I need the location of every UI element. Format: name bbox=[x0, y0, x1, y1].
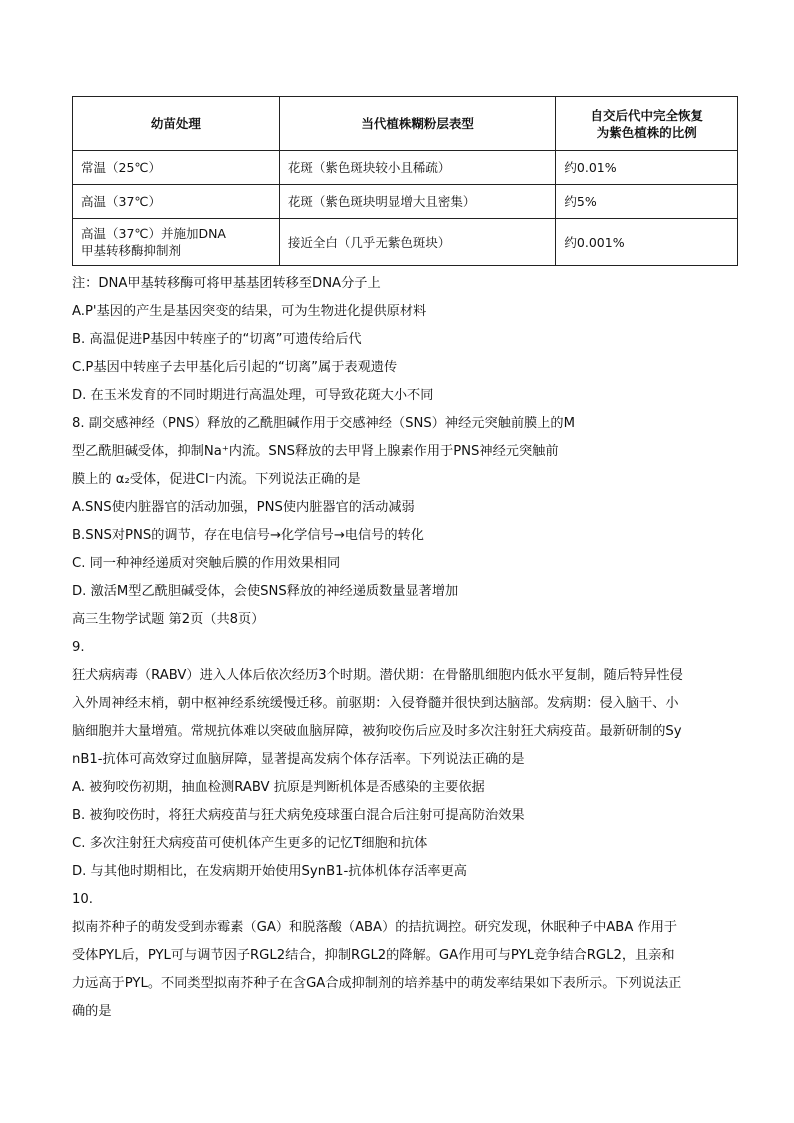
table-cell: 约5% bbox=[556, 185, 738, 219]
option-line: B. 高温促进P基因中转座子的“切离”可遗传给后代 bbox=[72, 332, 362, 347]
table-cell: 约0.001% bbox=[556, 219, 738, 266]
table-cell: 花斑（紫色斑块较小且稀疏） bbox=[279, 151, 556, 185]
question-stem-line: 膜上的 α₂受体，促进Cl⁻内流。下列说法正确的是 bbox=[72, 472, 361, 487]
option-line: A.P'基因的产生是基因突变的结果，可为生物进化提供原材料 bbox=[72, 304, 427, 319]
question-stem-line: 型乙酰胆碱受体，抑制Na⁺内流。SNS释放的去甲肾上腺素作用于PNS神经元突触前 bbox=[72, 444, 559, 459]
table-cell: 高温（37℃）并施加DNA 甲基转移酶抑制剂 bbox=[73, 219, 280, 266]
table-cell: 常温（25℃） bbox=[73, 151, 280, 185]
table-row bbox=[73, 185, 738, 219]
question-text bbox=[72, 270, 738, 1026]
option-line: B. 被狗咬伤时，将狂犬病疫苗与狂犬病免疫球蛋白混合后注射可提高防治效果 bbox=[72, 808, 525, 823]
question-stem-line: 脑细胞并大量增殖。常规抗体难以突破血脑屏障，被狗咬伤后应及时多次注射狂犬病疫苗。最新研制的Sy bbox=[72, 724, 682, 739]
question-stem-line: 狂犬病病毒（RABV）进入人体后依次经历3个时期。潜伏期：在骨骼肌细胞内低水平复制，随后特异性侵 bbox=[72, 668, 683, 683]
table-cell: 接近全白（几乎无紫色斑块） bbox=[279, 219, 556, 266]
table-row bbox=[73, 219, 738, 266]
option-line: D. 在玉米发育的不同时期进行高温处理，可导致花斑大小不同 bbox=[72, 388, 434, 403]
table-header-cell: 幼苗处理 bbox=[73, 97, 280, 151]
table-cell: 高温（37℃） bbox=[73, 185, 280, 219]
option-line: D. 与其他时期相比，在发病期开始使用SynB1-抗体机体存活率更高 bbox=[72, 864, 467, 879]
option-line: D. 激活M型乙酰胆碱受体，会使SNS释放的神经递质数量显著增加 bbox=[72, 584, 459, 599]
table-header-cell: 当代植株糊粉层表型 bbox=[279, 97, 556, 151]
question-stem-line: 8. 副交感神经（PNS）释放的乙酰胆碱作用于交感神经（SNS）神经元突触前膜上的M bbox=[72, 416, 575, 431]
option-line: A. 被狗咬伤初期，抽血检测RABV 抗原是判断机体是否感染的主要依据 bbox=[72, 780, 485, 795]
table-note: 注：DNA甲基转移酶可将甲基基团转移至DNA分子上 bbox=[72, 276, 381, 291]
question-number: 10. bbox=[72, 892, 93, 907]
option-line: C.P基因中转座子去甲基化后引起的“切离”属于表观遗传 bbox=[72, 360, 398, 375]
treatment-table bbox=[72, 96, 738, 266]
table-header-row bbox=[73, 97, 738, 151]
question-stem-line: 力远高于PYL。不同类型拟南芥种子在含GA合成抑制剂的培养基中的萌发率结果如下表所示。下列说法正 bbox=[72, 976, 682, 991]
table-header-cell: 自交后代中完全恢复 为紫色植株的比例 bbox=[556, 97, 738, 151]
question-stem-line: nB1-抗体可高效穿过血脑屏障，显著提高发病个体存活率。下列说法正确的是 bbox=[72, 752, 525, 767]
option-line: A.SNS使内脏器官的活动加强，PNS使内脏器官的活动减弱 bbox=[72, 500, 415, 515]
option-line: B.SNS对PNS的调节，存在电信号→化学信号→电信号的转化 bbox=[72, 528, 424, 543]
question-stem-line: 拟南芥种子的萌发受到赤霉素（GA）和脱落酸（ABA）的拮抗调控。研究发现，休眠种子中ABA 作用于 bbox=[72, 920, 678, 935]
option-line: C. 同一种神经递质对突触后膜的作用效果相同 bbox=[72, 556, 341, 571]
question-stem-line: 入外周神经末梢，朝中枢神经系统缓慢迁移。前驱期：入侵脊髓并很快到达脑部。发病期：侵入脑干、小 bbox=[72, 696, 679, 711]
table-cell: 花斑（紫色斑块明显增大且密集） bbox=[279, 185, 556, 219]
question-stem-line: 确的是 bbox=[72, 1004, 112, 1019]
question-number: 9. bbox=[72, 640, 85, 655]
table-row bbox=[73, 151, 738, 185]
table-cell: 约0.01% bbox=[556, 151, 738, 185]
question-stem-line: 受体PYL后，PYL可与调节因子RGL2结合，抑制RGL2的降解。GA作用可与PYL竞争结合RGL2，且亲和 bbox=[72, 948, 675, 963]
option-line: C. 多次注射狂犬病疫苗可使机体产生更多的记忆T细胞和抗体 bbox=[72, 836, 428, 851]
page-footer: 高三生物学试题 第2页（共8页） bbox=[72, 612, 265, 627]
